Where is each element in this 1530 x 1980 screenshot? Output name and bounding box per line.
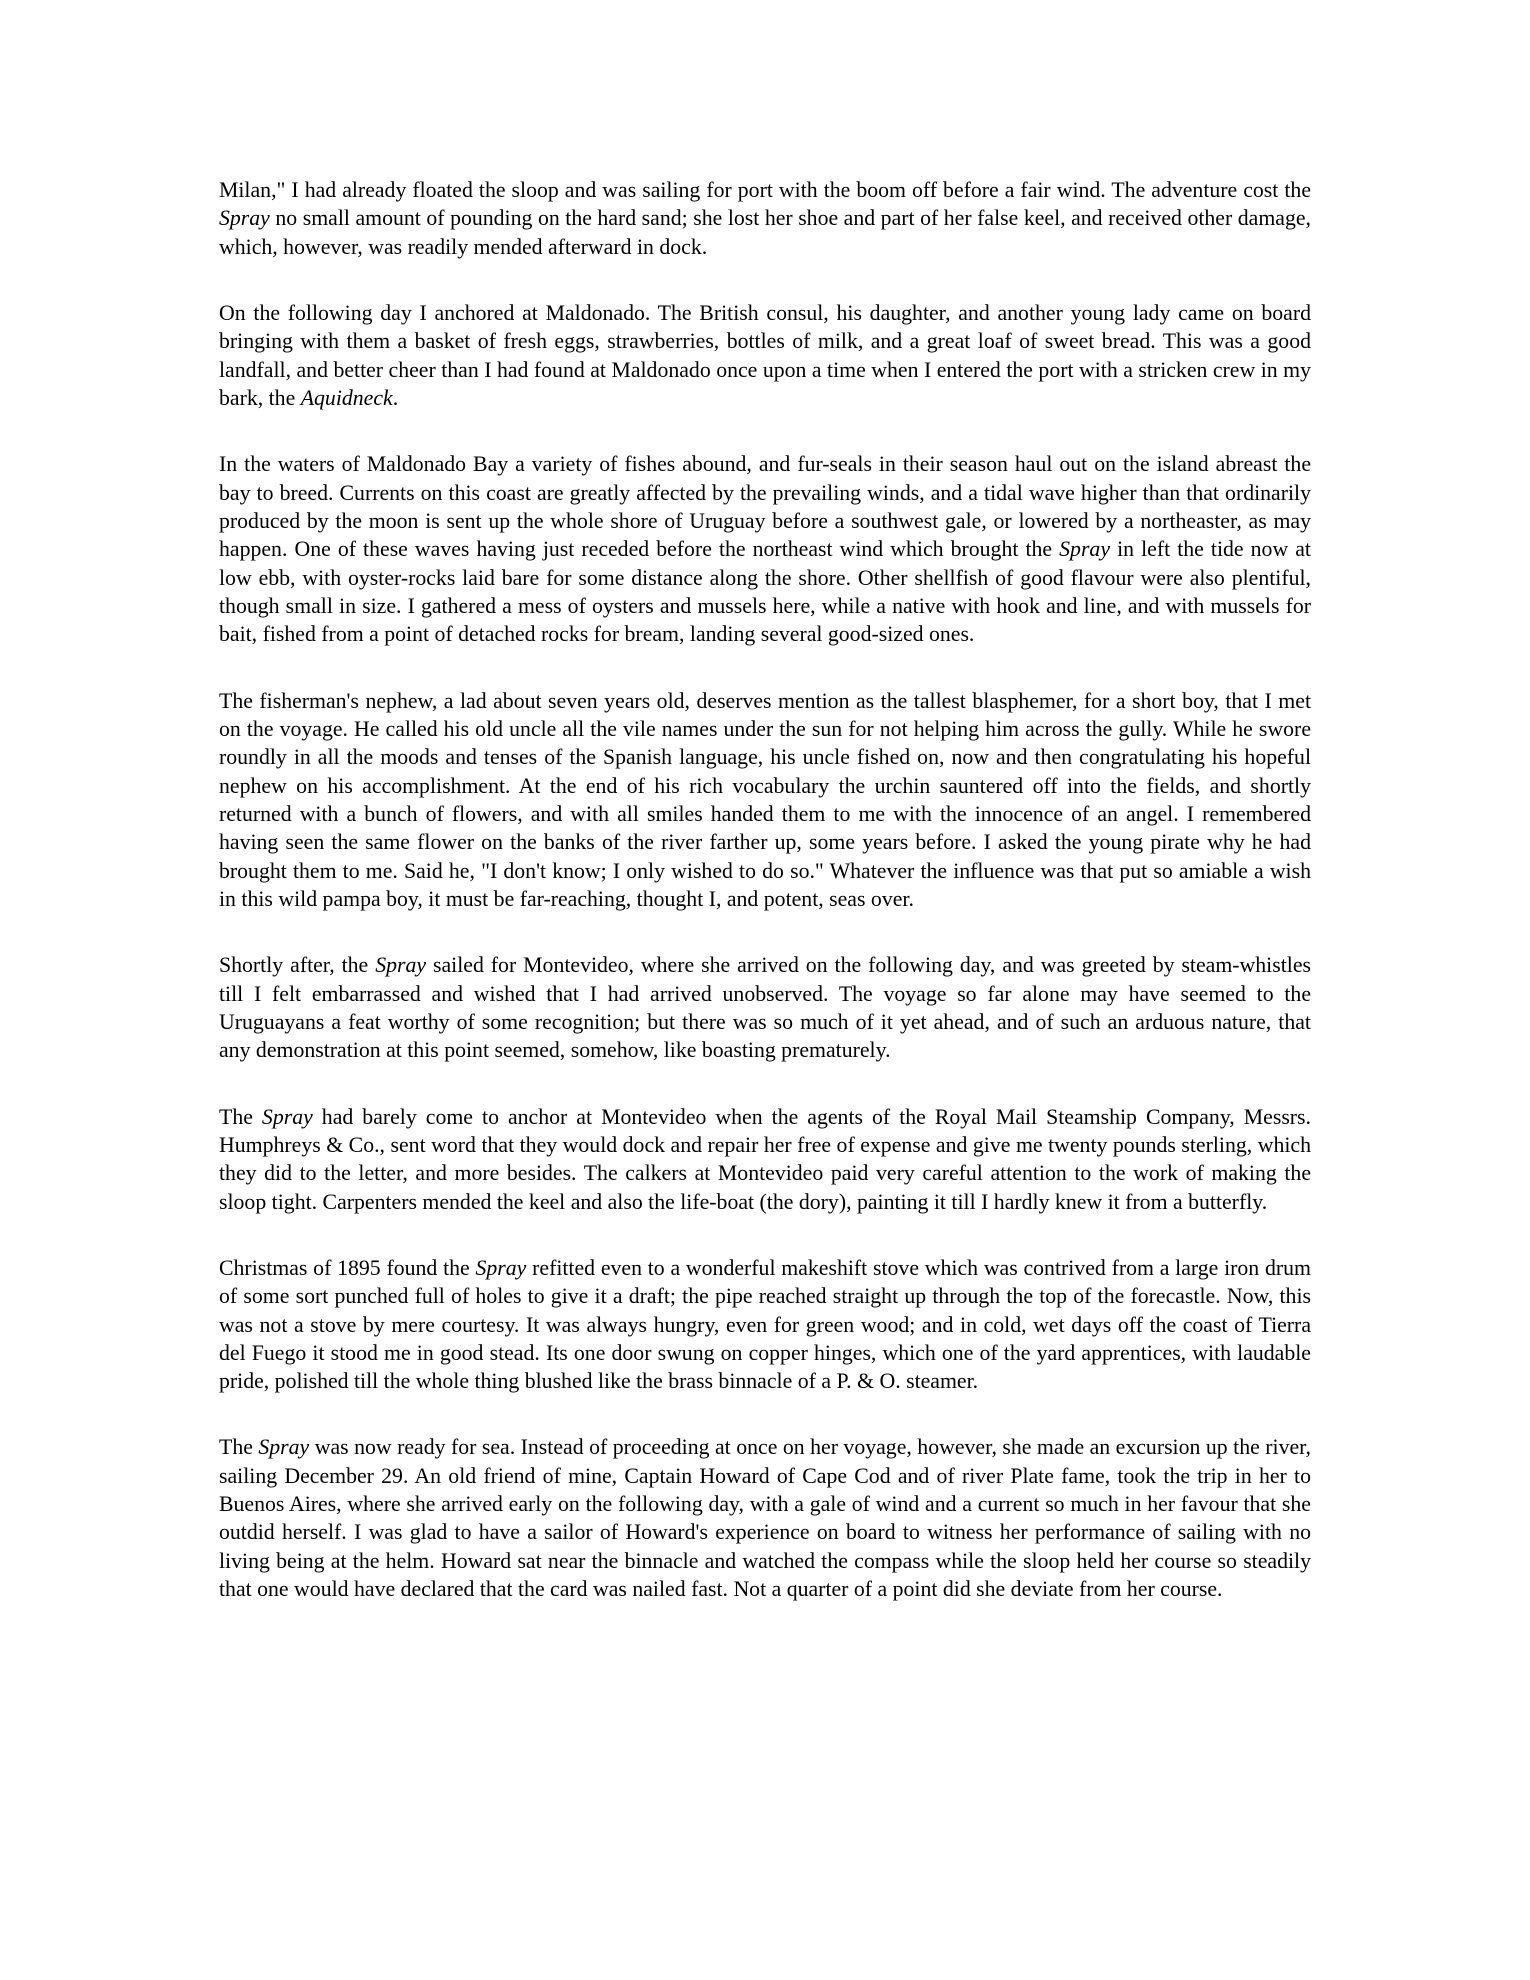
italic-text: Spray (261, 1104, 313, 1129)
body-text: had barely come to anchor at Montevideo when the agents of the Royal Mail Steamship Company, Messrs. Humphreys & Co., sent word that they would dock and repair her free of expense and give me twenty pounds sterling, which they did to the letter, and more besides. The calkers at Montevideo paid very careful attention to the work of making the sloop tight. Carpenters mended the keel and also the life-boat (the dory), painting it till I hardly knew it from a butterfly. (219, 1104, 1311, 1214)
paragraph (219, 299, 1311, 412)
body-text: Shortly after, the (219, 953, 376, 978)
italic-text: Spray (219, 206, 270, 231)
italic-text: Spray (258, 1435, 310, 1460)
body-text: no small amount of pounding on the hard sand; she lost her shoe and part of her false keel, and received other damage, which, however, was readily mended afterward in dock. (219, 206, 1311, 259)
body-text: Milan," I had already floated the sloop and was sailing for port with the boom off before a fair wind. The adventure cost the (219, 178, 1311, 202)
body-text: The fisherman's nephew, a lad about seven years old, deserves mention as the tallest blasphemer, for a short boy, that I met on the voyage. He called his old uncle all the vile names under the sun for not helping him across the gully. While he swore roundly in all the moods and tenses of the Spanish language, his uncle fished on, now and then congratulating his hopeful nephew on his accomplishment. At the end of his rich vocabulary the urchin sauntered off into the fields, and shortly returned with a bunch of flowers, and with all smiles handed them to me with the innocence of an angel. I remembered having seen the same flower on the banks of the river farther up, some years before. I asked the young pirate why he had brought them to me. Said he, "I don't know; I only wished to do so." Whatever the influence was that put so amiable a wish in this wild pampa boy, it must be far-reaching, thought I, and potent, seas over. (219, 688, 1311, 911)
body-text: The (219, 1435, 259, 1460)
paragraph (219, 1433, 1311, 1603)
italic-text: Spray (375, 953, 427, 978)
body-text: The (219, 1104, 262, 1129)
paragraph (219, 450, 1311, 648)
body-text: . (392, 385, 399, 410)
body-text: in left the tide now at low ebb, with oyster-rocks laid bare for some distance along the shore. Other shellfish of good flavour were also plentiful, though small in size. I gathered a mess of oysters and mussels here, while a native with hook and line, and with mussels for bait, fished from a point of detached rocks for bream, landing several good-sized ones. (219, 537, 1311, 647)
page-text-block (219, 176, 1311, 1603)
body-text: sailed for Montevideo, where she arrived on the following day, and was greeted by steam-whistles till I felt embarrassed and wished that I had arrived unobserved. The voyage so far alone may have seemed to the Uruguayans a feat worthy of some recognition; but there was so much of it yet ahead, and of such an arduous nature, that any demonstration at this point seemed, somehow, like boasting prematurely. (219, 953, 1311, 1063)
paragraph (219, 951, 1311, 1064)
italic-text: Spray (1059, 537, 1111, 562)
body-text: refitted even to a wonderful makeshift stove which was contrived from a large iron drum of some sort punched full of holes to give it a draft; the pipe reached straight up through the top of the forecastle. Now, this was not a stove by mere courtesy. It was always hungry, even for green wood; and in cold, wet days off the coast of Tierra del Fuego it stood me in good stead. Its one door swung on copper hinges, which one of the yard apprentices, with laudable pride, polished till the whole thing blushed like the brass binnacle of a P. & O. steamer. (219, 1255, 1311, 1394)
italic-text: Spray (475, 1255, 527, 1280)
paragraph (219, 687, 1311, 914)
paragraph (219, 176, 1311, 261)
paragraph (219, 1103, 1311, 1216)
body-text: Christmas of 1895 found the (219, 1255, 476, 1280)
body-text: On the following day I anchored at Maldonado. The British consul, his daughter, and another young lady came on board bringing with them a basket of fresh eggs, strawberries, bottles of milk, and a great loaf of sweet bread. This was a good landfall, and better cheer than I had found at Maldonado once upon a time when I entered the port with a stricken crew in my bark, the (219, 300, 1311, 410)
body-text: was now ready for sea. Instead of proceeding at once on her voyage, however, she made an excursion up the river, sailing December 29. An old friend of mine, Captain Howard of Cape Cod and of river Plate fame, took the trip in her to Buenos Aires, where she arrived early on the following day, with a gale of wind and a current so much in her favour that she outdid herself. I was glad to have a sailor of Howard's experience on board to witness her performance of sailing with no living being at the helm. Howard sat near the binnacle and watched the compass while the sloop held her course so steadily that one would have declared that the card was nailed fast. Not a quarter of a point did she deviate from her course. (219, 1435, 1311, 1602)
italic-text: Aquidneck (300, 385, 393, 410)
paragraph (219, 1254, 1311, 1396)
body-text: In the waters of Maldonado Bay a variety of fishes abound, and fur-seals in their season haul out on the island abreast the bay to breed. Currents on this coast are greatly affected by the prevailing winds, and a tidal wave higher than that ordinarily produced by the moon is sent up the whole shore of Uruguay before a southwest gale, or lowered by a northeaster, as may happen. One of these waves having just receded before the northeast wind which brought the (219, 452, 1311, 562)
